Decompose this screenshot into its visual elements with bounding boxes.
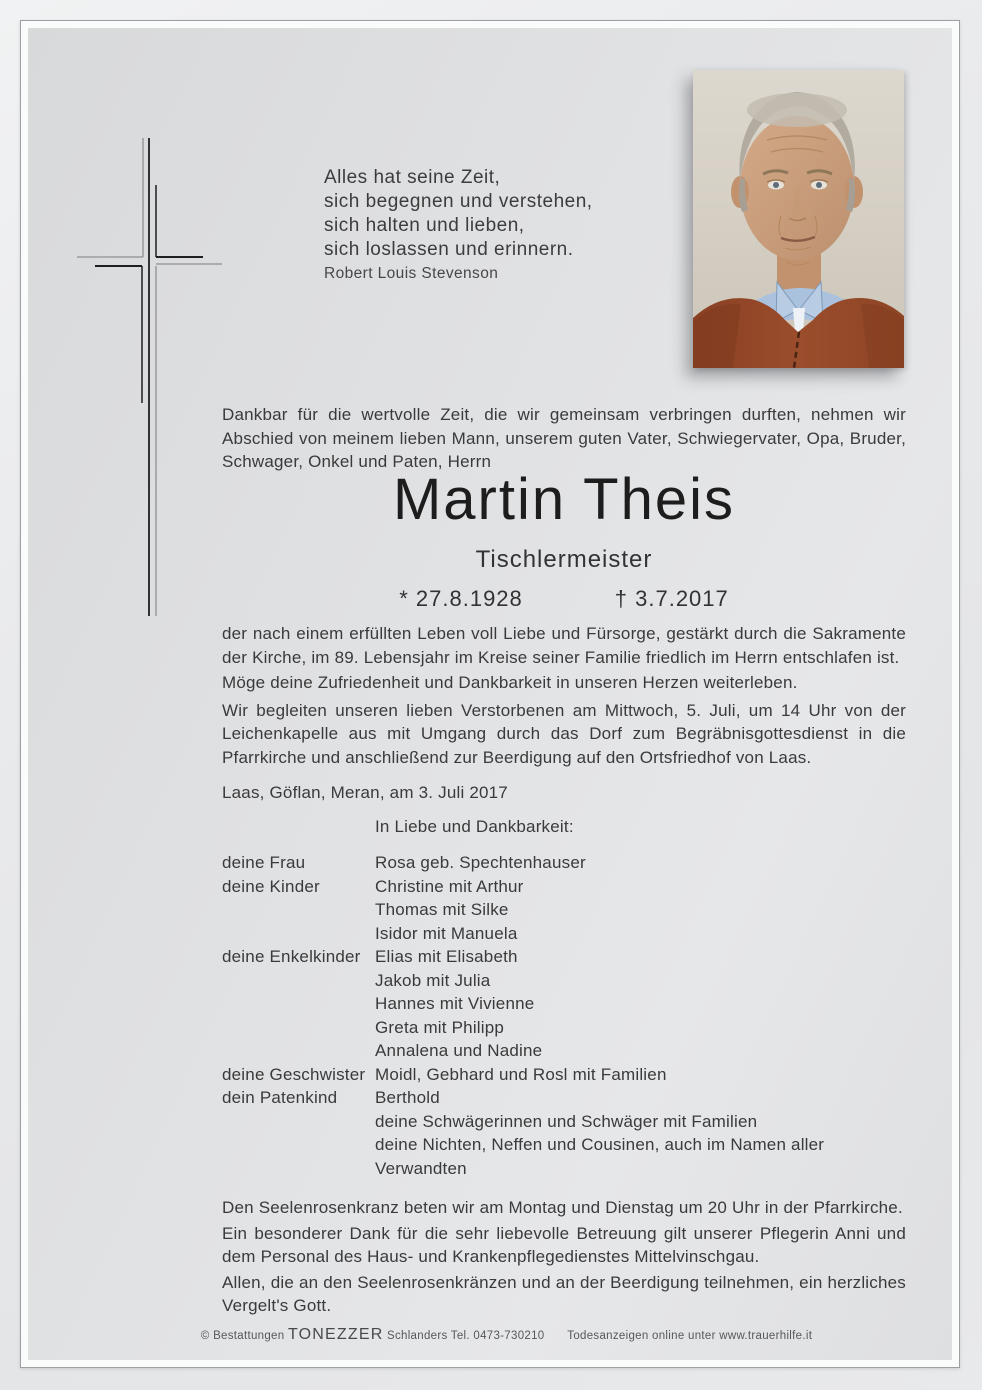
closing-rosary: Den Seelenrosenkranz beten wir am Montag und Dienstag um 20 Uhr in der Pfarrkirche.	[222, 1198, 903, 1217]
family-row	[222, 922, 906, 946]
footer-online: Todesanzeigen online unter www.trauerhilfe.it	[567, 1330, 813, 1342]
footer-copyright: © Bestattungen	[200, 1330, 285, 1342]
family-name: Jakob mit Julia	[375, 970, 491, 990]
family-label: deine Kinder	[222, 876, 320, 896]
family-label: deine Frau	[222, 853, 306, 872]
family-label	[222, 992, 375, 1016]
closing-thanks: Ein besonderer Dank für die sehr liebevolle Betreuung gilt unserer Pflegerin Anni und dem Personal des Haus- und Krankenpflegedienstes Mittelvinschgau.	[222, 1223, 906, 1266]
family-name: Christine mit Arthur	[375, 876, 524, 896]
family-row	[222, 898, 906, 922]
family-row	[222, 1086, 906, 1110]
family-list	[222, 851, 906, 1180]
family-row	[222, 1016, 906, 1040]
family-label: deine Enkelkinder	[222, 947, 361, 966]
intro-paragraph: Dankbar für die wertvolle Zeit, die wir gemeinsam verbringen durften, nehmen wir Abschied von meinem lieben Mann, unserem guten Vater, Schwiegervater, Opa, Bruder, Schwager, Onkel und Paten, Herrn	[222, 405, 906, 471]
birth-date: * 27.8.1928	[399, 586, 523, 611]
profession: Tischlermeister	[475, 546, 653, 573]
quote-line: sich halten und lieben,	[324, 215, 525, 236]
family-label	[222, 922, 375, 946]
paragraph-death: der nach einem erfüllten Leben voll Liebe und Fürsorge, gestärkt durch die Sakramente der Kirche, im 89. Lebensjahr im Kreise seiner Familie friedlich im Herrn entschlafen ist.	[222, 624, 906, 667]
dedication-line: In Liebe und Dankbarkeit:	[375, 816, 574, 836]
family-label	[222, 1039, 375, 1063]
family-row	[222, 851, 906, 875]
quote-attribution: Robert Louis Stevenson	[324, 265, 499, 282]
family-name: Isidor mit Manuela	[375, 923, 518, 943]
place-date-line: Laas, Göflan, Meran, am 3. Juli 2017	[222, 783, 508, 802]
family-name: Berthold	[375, 1088, 440, 1107]
family-name: deine Schwägerinnen und Schwäger mit Familien	[375, 1111, 758, 1131]
family-label	[222, 898, 375, 922]
family-label: dein Patenkind	[222, 1088, 338, 1107]
life-dates	[222, 586, 906, 612]
family-name: Annalena und Nadine	[375, 1041, 543, 1060]
paragraph-wish: Möge deine Zufriedenheit und Dankbarkeit in unseren Herzen weiterleben.	[222, 673, 798, 692]
quote-line: sich begegnen und verstehen,	[324, 191, 593, 212]
footer-company: TONEZZER	[287, 1326, 384, 1343]
quote-line: sich loslassen und erinnern.	[324, 239, 574, 260]
footer-details: Schlanders Tel. 0473-730210	[386, 1330, 545, 1342]
name-block	[222, 468, 906, 532]
family-name: deine Nichten, Neffen und Cousinen, auch im Namen aller Verwandten	[375, 1135, 825, 1178]
family-row	[222, 1039, 906, 1063]
family-name: Hannes mit Vivienne	[375, 994, 535, 1013]
family-label	[222, 969, 375, 993]
cross-icon	[70, 130, 230, 625]
death-date: † 3.7.2017	[614, 586, 729, 611]
family-row	[222, 1110, 906, 1134]
family-name: Moidl, Gebhard und Rosl mit Familien	[375, 1064, 667, 1084]
family-name: Greta mit Philipp	[375, 1017, 505, 1037]
family-name: Rosa geb. Spechtenhauser	[375, 853, 586, 872]
family-row	[222, 992, 906, 1016]
quote-block	[324, 166, 593, 283]
family-name: Thomas mit Silke	[375, 900, 509, 919]
family-row	[222, 1133, 906, 1180]
footer	[62, 1326, 951, 1344]
family-row	[222, 945, 906, 969]
family-label	[222, 1110, 375, 1134]
deceased-name: Martin Theis	[392, 467, 736, 532]
family-row	[222, 1063, 906, 1087]
family-label	[222, 1133, 375, 1180]
family-label	[222, 1016, 375, 1040]
paragraph-funeral: Wir begleiten unseren lieben Verstorbenen am Mittwoch, 5. Juli, um 14 Uhr von der Leichenkapelle aus mit Umgang durch das Dorf zum Begräbnisgottesdienst in die Pfarrkirche und anschließend zur Beerdigung auf den Ortsfriedhof von Laas.	[222, 700, 906, 767]
portrait-photo	[693, 70, 904, 368]
family-row	[222, 875, 906, 899]
family-label: deine Geschwister	[222, 1064, 366, 1084]
quote-line: Alles hat seine Zeit,	[324, 167, 501, 188]
family-name: Elias mit Elisabeth	[375, 947, 518, 966]
family-row	[222, 969, 906, 993]
closing-gratitude: Allen, die an den Seelenrosenkränzen und an der Beerdigung teilnehmen, ein herzliches Vergelt's Gott.	[222, 1272, 906, 1315]
main-text	[222, 622, 906, 1318]
